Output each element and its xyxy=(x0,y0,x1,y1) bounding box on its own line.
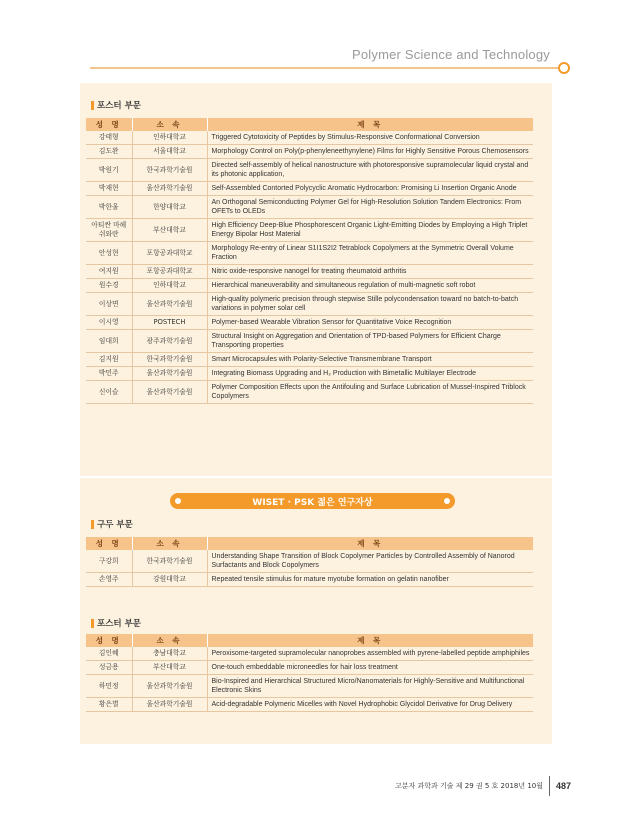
cell-title: An Orthogonal Semiconducting Polymer Gel for High-Resolution Solution Tandem Electronics: From OFETs to OLEDs xyxy=(207,196,533,219)
cell-title: Acid-degradable Polymeric Micelles with Novel Hydrophobic Glycidol Derivative for Drug Delivery xyxy=(207,698,533,712)
column-header-name: 성 명 xyxy=(86,634,132,647)
cell-title: Nitric oxide-responsive nanogel for treating rheumatoid arthritis xyxy=(207,265,533,279)
heading-marker-icon xyxy=(91,520,94,529)
table-row xyxy=(86,675,533,698)
table-row xyxy=(86,353,533,367)
cell-affiliation: 강원대학교 xyxy=(132,573,207,587)
cell-title: Morphology Re-entry of Linear S1I1S2I2 Tetrablock Copolymers at the Symmetric Overall Volume Fraction xyxy=(207,242,533,265)
cell-title: Understanding Shape Transition of Block Copolymer Particles by Controlled Assembly of Nanorod Surfactants and Block Copolymers xyxy=(207,550,533,573)
cell-name: 원수경 xyxy=(86,279,132,293)
cell-name: 황은별 xyxy=(86,698,132,712)
cell-title: Triggered Cytotoxicity of Peptides by Stimulus-Responsive Conformational Conversion xyxy=(207,131,533,145)
cell-name: 이시영 xyxy=(86,316,132,330)
section-heading-oral xyxy=(91,518,133,530)
cell-title: One-touch embeddable microneedles for hair loss treatment xyxy=(207,661,533,675)
cell-name: 강태형 xyxy=(86,131,132,145)
cell-name: 여지원 xyxy=(86,265,132,279)
cell-name: 이상면 xyxy=(86,293,132,316)
table-row xyxy=(86,182,533,196)
table-row xyxy=(86,550,533,573)
cell-title: Integrating Biomass Upgrading and H₂ Production with Bimetallic Multilayer Electrode xyxy=(207,367,533,381)
heading-marker-icon xyxy=(91,101,94,110)
column-header-affiliation: 소 속 xyxy=(132,537,207,550)
heading-marker-icon xyxy=(91,619,94,628)
page-footer xyxy=(395,776,571,796)
page-number: 487 xyxy=(556,781,572,791)
awards-table-oral xyxy=(86,537,533,587)
header-rule xyxy=(90,67,558,69)
column-header-affiliation: 소 속 xyxy=(132,118,207,131)
cell-name: 구강희 xyxy=(86,550,132,573)
cell-name: 손영주 xyxy=(86,573,132,587)
table-row xyxy=(86,698,533,712)
cell-name: 김지원 xyxy=(86,353,132,367)
table-row xyxy=(86,573,533,587)
cell-title: Directed self-assembly of helical nanostructure with photoresponsive supramolecular liquid crystal and its photonic application, xyxy=(207,159,533,182)
cell-affiliation: 울산과학기술원 xyxy=(132,367,207,381)
column-header-affiliation: 소 속 xyxy=(132,634,207,647)
cell-affiliation: 포항공과대학교 xyxy=(132,242,207,265)
cell-name: 김도완 xyxy=(86,145,132,159)
cell-title: High Efficiency Deep-Blue Phosphorescent Organic Light-Emitting Diodes by Employing a High Triplet Energy Bipolar Host Material xyxy=(207,219,533,242)
cell-name: 박원기 xyxy=(86,159,132,182)
cell-title: Bio-Inspired and Hierarchical Structured Micro/Nanomaterials for Highly-Sensitive and Multifunctional Electronic Skins xyxy=(207,675,533,698)
cell-affiliation: 부산대학교 xyxy=(132,219,207,242)
column-header-title: 제 목 xyxy=(207,118,533,131)
cell-name: 하민정 xyxy=(86,675,132,698)
cell-title: Peroxisome-targeted supramolecular nanoprobes assembled with pyrene-labelled peptide amphiphiles xyxy=(207,647,533,661)
cell-name: 신이슬 xyxy=(86,381,132,404)
section-heading-poster-1 xyxy=(91,99,141,111)
cell-name: 박재현 xyxy=(86,182,132,196)
table-row xyxy=(86,647,533,661)
cell-affiliation: 한국과학기술원 xyxy=(132,353,207,367)
bullet-dot-icon xyxy=(444,498,450,504)
cell-name: 임대희 xyxy=(86,330,132,353)
table-row xyxy=(86,196,533,219)
table-row xyxy=(86,661,533,675)
cell-title: Smart Microcapsules with Polarity-Selective Transmembrane Transport xyxy=(207,353,533,367)
cell-affiliation: 한국과학기술원 xyxy=(132,159,207,182)
column-header-name: 성 명 xyxy=(86,537,132,550)
cell-affiliation: POSTECH xyxy=(132,316,207,330)
cell-name: 박민주 xyxy=(86,367,132,381)
cell-title: Hierarchical maneuverability and simultaneous regulation of multi-magnetic soft robot xyxy=(207,279,533,293)
cell-affiliation: 서울대학교 xyxy=(132,145,207,159)
table-row xyxy=(86,265,533,279)
cell-title: Morphology Control on Poly(p-phenyleneethynylene) Films for Highly Sensitive Porous Chemosensors xyxy=(207,145,533,159)
journal-title: Polymer Science and Technology xyxy=(352,47,550,62)
cell-affiliation: 한국과학기술원 xyxy=(132,550,207,573)
table-row xyxy=(86,131,533,145)
wiset-award-banner xyxy=(170,493,455,509)
cell-affiliation: 울산과학기술원 xyxy=(132,698,207,712)
table-row xyxy=(86,219,533,242)
awards-table-poster-2 xyxy=(86,634,533,712)
section-heading-label: 포스터 부문 xyxy=(97,101,142,111)
cell-affiliation: 인하대학교 xyxy=(132,279,207,293)
footer-divider xyxy=(549,776,550,796)
cell-name: 김인혜 xyxy=(86,647,132,661)
cell-affiliation: 충남대학교 xyxy=(132,647,207,661)
table-row xyxy=(86,381,533,404)
cell-title: Polymer Composition Effects upon the Antifouling and Surface Lubrication of Mussel-Inspired Triblock Copolymers xyxy=(207,381,533,404)
column-header-name: 성 명 xyxy=(86,118,132,131)
wiset-banner-label: WISET · PSK 젊은 연구자상 xyxy=(252,497,373,508)
section-heading-label: 구두 부문 xyxy=(97,520,133,530)
table-row xyxy=(86,316,533,330)
table-row xyxy=(86,145,533,159)
table-row xyxy=(86,330,533,353)
table-row xyxy=(86,293,533,316)
cell-affiliation: 울산과학기술원 xyxy=(132,182,207,196)
cell-affiliation: 울산과학기술원 xyxy=(132,381,207,404)
table-row xyxy=(86,159,533,182)
cell-affiliation: 포항공과대학교 xyxy=(132,265,207,279)
cell-title: Polymer-based Wearable Vibration Sensor for Quantitative Voice Recognition xyxy=(207,316,533,330)
column-header-title: 제 목 xyxy=(207,634,533,647)
section-heading-poster-2 xyxy=(91,617,141,629)
cell-name: 아티싼 마헤쉬와란 xyxy=(86,219,132,242)
cell-affiliation: 한양대학교 xyxy=(132,196,207,219)
awards-table-poster-1 xyxy=(86,118,533,404)
column-header-title: 제 목 xyxy=(207,537,533,550)
section-heading-label: 포스터 부문 xyxy=(97,619,142,629)
footer-citation: 고분자 과학과 기술 제 29 권 5 호 2018년 10월 xyxy=(395,782,544,790)
cell-affiliation: 울산과학기술원 xyxy=(132,675,207,698)
cell-title: Self-Assembled Contorted Polycyclic Aromatic Hydrocarbon: Promising Li Insertion Organic Anode xyxy=(207,182,533,196)
cell-name: 안성현 xyxy=(86,242,132,265)
table-row xyxy=(86,367,533,381)
cell-affiliation: 부산대학교 xyxy=(132,661,207,675)
table-row xyxy=(86,242,533,265)
cell-affiliation: 광주과학기술원 xyxy=(132,330,207,353)
cell-affiliation: 울산과학기술원 xyxy=(132,293,207,316)
bullet-dot-icon xyxy=(175,498,181,504)
cell-title: Repeated tensile stimulus for mature myotube formation on gelatin nanofiber xyxy=(207,573,533,587)
table-row xyxy=(86,279,533,293)
cell-name: 박한울 xyxy=(86,196,132,219)
cell-title: High-quality polymeric precision through stepwise Stille polycondensation toward no batch-to-batch variations in polymer solar cell xyxy=(207,293,533,316)
cell-name: 성금용 xyxy=(86,661,132,675)
header-circle-ornament xyxy=(558,62,570,74)
cell-title: Structural Insight on Aggregation and Orientation of TPD-based Polymers for Efficient Charge Transporting properties xyxy=(207,330,533,353)
cell-affiliation: 인하대학교 xyxy=(132,131,207,145)
